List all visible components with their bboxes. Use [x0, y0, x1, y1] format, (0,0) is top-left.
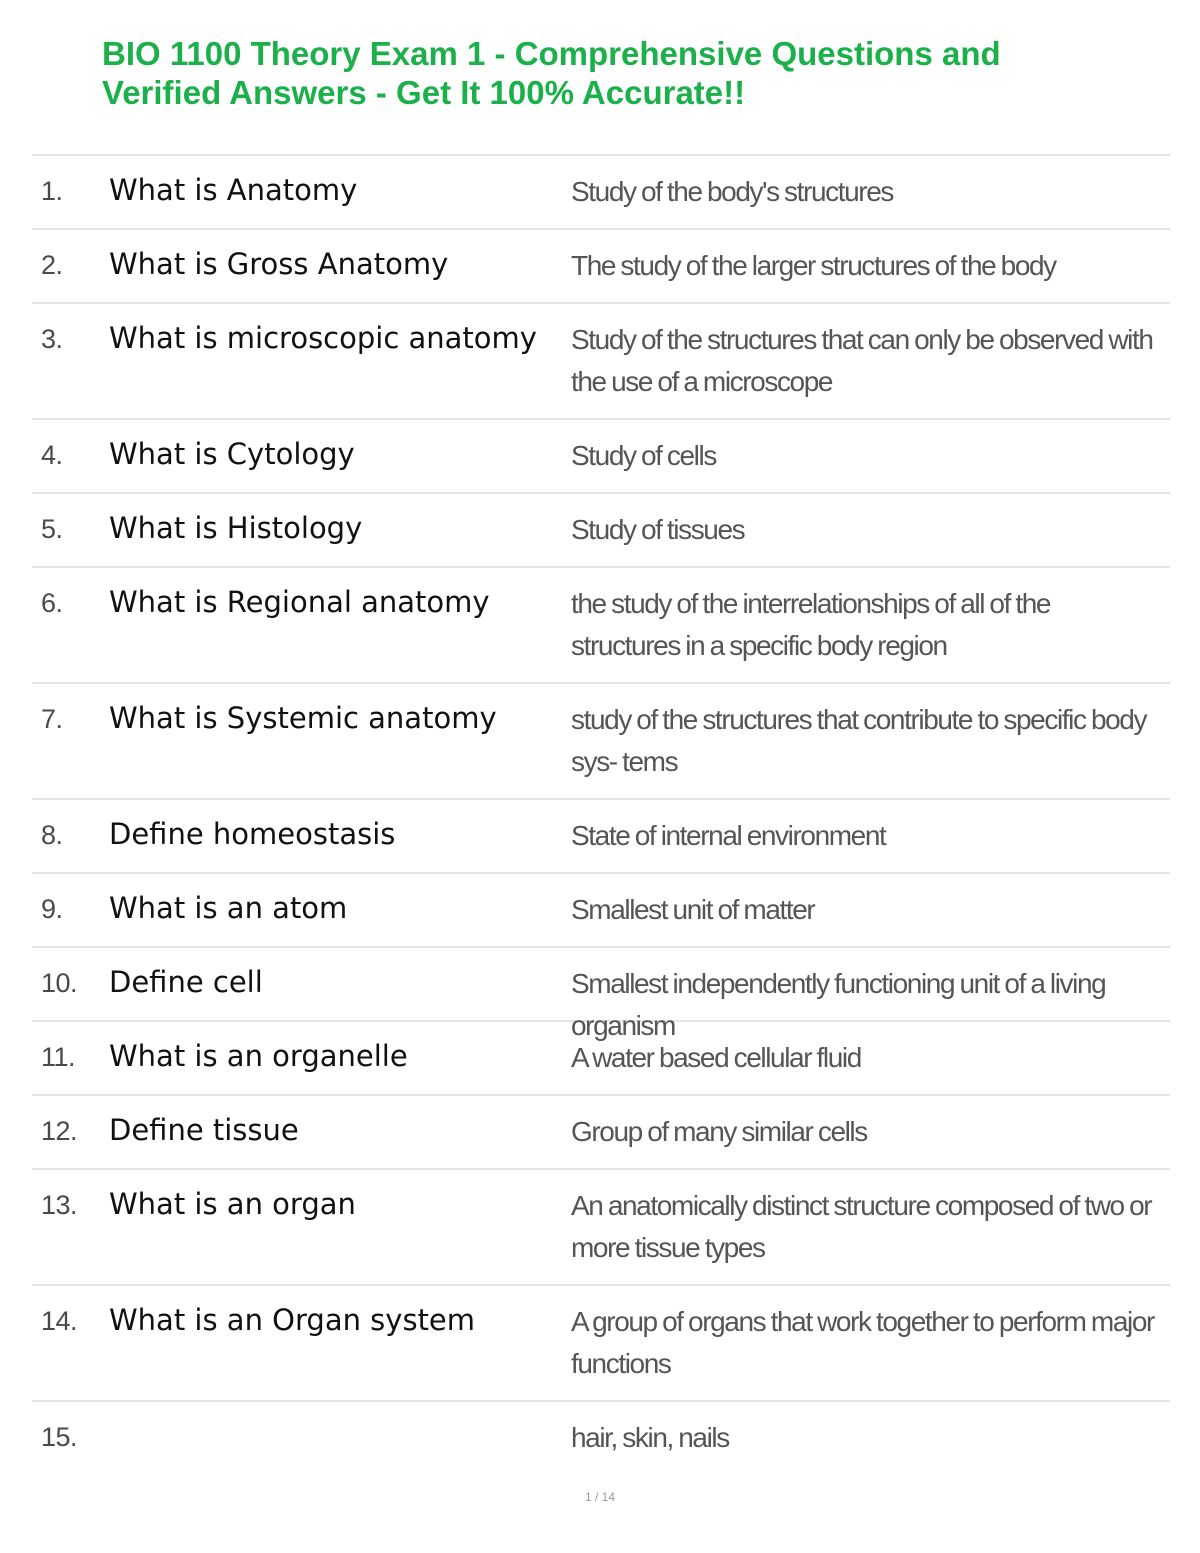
- table-row: [32, 1170, 1170, 1286]
- table-row: [32, 800, 1170, 874]
- row-number: 9.: [41, 894, 63, 924]
- question-text: What is an atom: [109, 891, 348, 925]
- answer-text: A water based cellular fluid: [571, 1042, 861, 1073]
- table-row: [32, 684, 1170, 800]
- answer-text: State of internal environment: [571, 820, 886, 851]
- row-number: 2.: [41, 250, 63, 280]
- answer-text: Study of the body's structures: [571, 176, 893, 207]
- row-number: 6.: [41, 588, 63, 618]
- table-row: [32, 304, 1170, 420]
- table-row: [32, 948, 1170, 1041]
- question-text: Define tissue: [109, 1113, 299, 1147]
- question-text: [109, 1402, 571, 1417]
- table-row: [32, 1402, 1170, 1476]
- question-text: What is Histology: [109, 511, 363, 545]
- question-text: What is Gross Anatomy: [109, 247, 449, 281]
- answer-text: The study of the larger structures of the body: [571, 250, 1056, 281]
- table-row: [32, 874, 1170, 948]
- answer-text: A group of organs that work together to perform major functions: [571, 1306, 1154, 1379]
- row-number: 11.: [41, 1042, 76, 1072]
- qa-table: [32, 154, 1170, 1476]
- question-text: What is Cytology: [109, 437, 355, 471]
- table-row: [32, 1022, 1170, 1096]
- table-row: [32, 568, 1170, 684]
- row-number: 14.: [41, 1306, 78, 1336]
- answer-text: Smallest unit of matter: [571, 894, 815, 925]
- row-number: 5.: [41, 514, 63, 544]
- answer-text: An anatomically distinct structure composed of two or more tissue types: [571, 1190, 1152, 1263]
- row-number: 4.: [41, 440, 63, 470]
- row-number: 12.: [41, 1116, 78, 1146]
- row-number: 13.: [41, 1190, 78, 1220]
- page-indicator: 1 / 14: [584, 1490, 616, 1504]
- question-text: What is microscopic anatomy: [109, 321, 537, 355]
- question-text: What is an organ: [109, 1187, 356, 1221]
- answer-text: the study of the interrelationships of all of the structures in a specific body region: [571, 588, 1051, 661]
- row-number: 8.: [41, 820, 63, 850]
- table-row: [32, 1286, 1170, 1402]
- question-text: What is Regional anatomy: [109, 585, 490, 619]
- answer-text: study of the structures that contribute to specific body sys- tems: [571, 704, 1147, 777]
- row-number: 3.: [41, 324, 63, 354]
- document-title: BIO 1100 Theory Exam 1 - Comprehensive Questions and Verified Answers - Get It 100% Accurate!!: [102, 35, 1001, 111]
- row-number: 10.: [41, 968, 78, 998]
- question-text: What is an organelle: [109, 1039, 408, 1073]
- answer-text: Smallest independently functioning unit of a living organism: [571, 968, 1106, 1041]
- table-row: [32, 494, 1170, 568]
- row-number: 7.: [41, 704, 63, 734]
- question-text: What is an Organ system: [109, 1303, 476, 1337]
- answer-text: Group of many similar cells: [571, 1116, 867, 1147]
- answer-text: hair, skin, nails: [571, 1422, 729, 1453]
- question-text: What is Anatomy: [109, 173, 358, 207]
- answer-text: Study of cells: [571, 440, 716, 471]
- answer-text: Study of the structures that can only be observed with the use of a microscope: [571, 324, 1153, 397]
- question-text: Define cell: [109, 965, 263, 999]
- answer-text: Study of tissues: [571, 514, 745, 545]
- question-text: What is Systemic anatomy: [109, 701, 497, 735]
- table-row: [32, 230, 1170, 304]
- table-row: [32, 420, 1170, 494]
- row-number: 15.: [41, 1422, 78, 1452]
- table-row: [32, 156, 1170, 230]
- row-number: 1.: [41, 176, 63, 206]
- question-text: Define homeostasis: [109, 817, 396, 851]
- table-row: [32, 1096, 1170, 1170]
